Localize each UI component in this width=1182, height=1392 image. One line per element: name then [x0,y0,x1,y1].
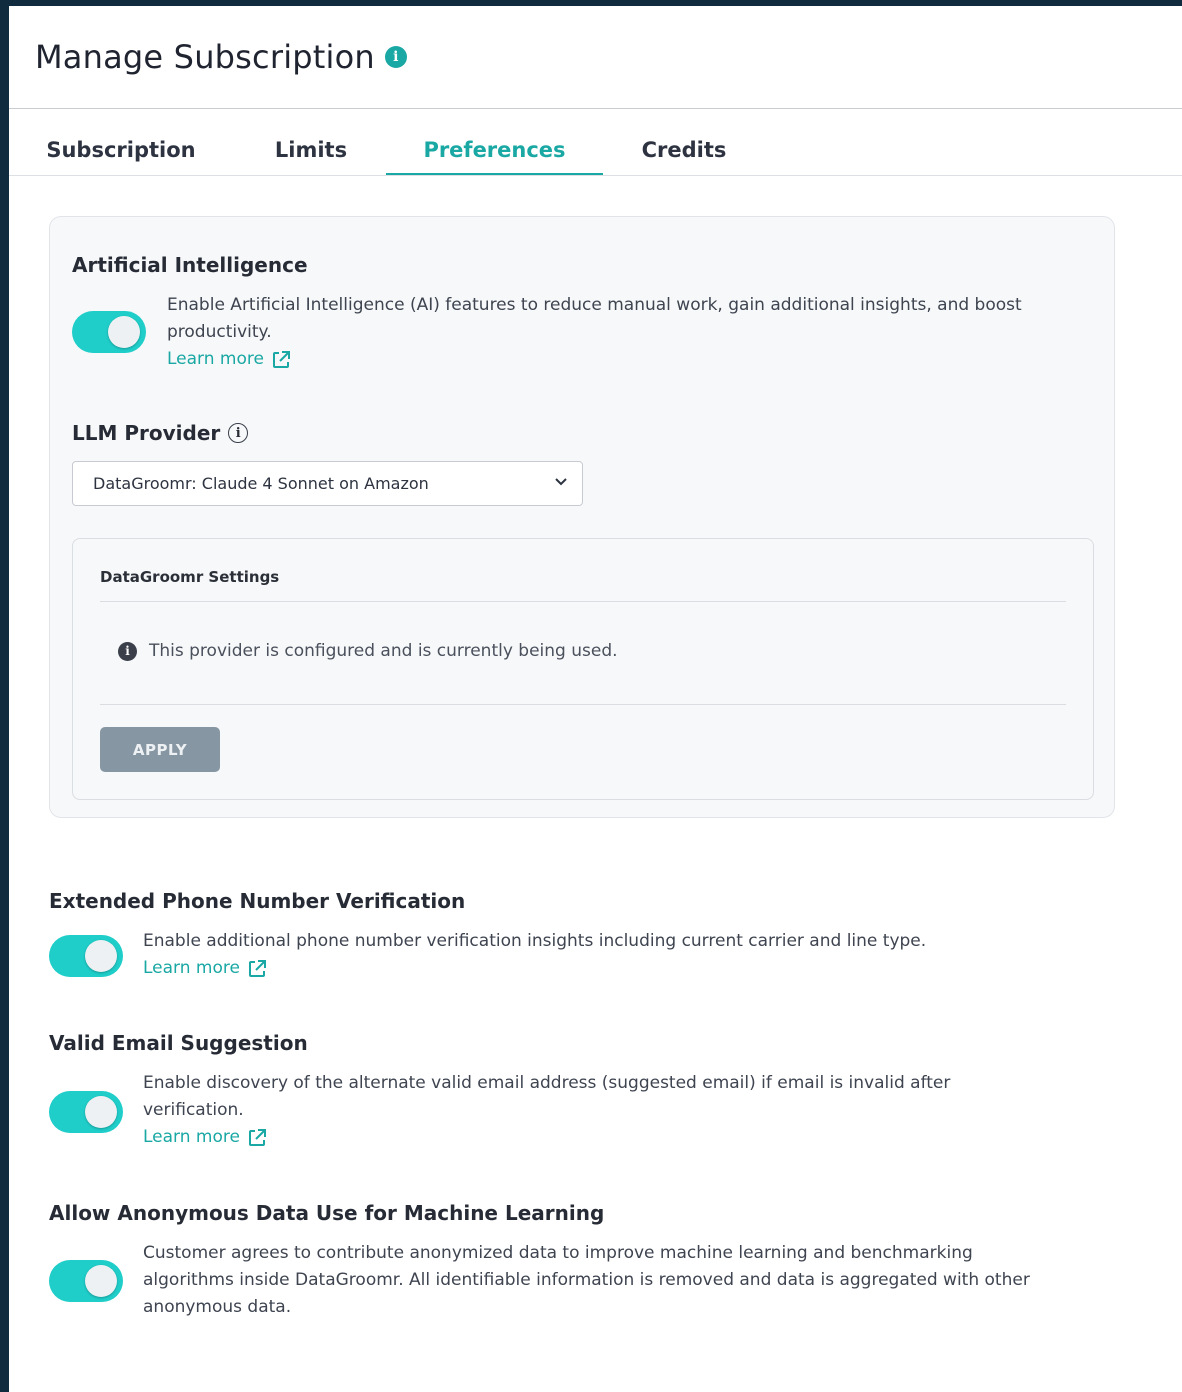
phone-section-title: Extended Phone Number Verification [49,889,466,913]
llm-provider-label-text: LLM Provider [72,421,221,445]
email-description-block [143,1070,1023,1151]
tab-limits[interactable]: Limits [274,138,348,162]
ml-toggle[interactable] [49,1260,123,1302]
llm-provider-label [72,421,248,445]
llm-provider-value: DataGroomr: Claude 4 Sonnet on Amazon [93,474,429,493]
info-outline-icon[interactable]: i [228,423,248,443]
toggle-knob [85,1096,117,1128]
tab-bar [9,109,1182,176]
toggle-knob [85,1265,117,1297]
phone-description: Enable additional phone number verification insights including current carrier and line type. [143,931,927,951]
learn-more-label: Learn more [167,349,264,369]
ml-description-block [143,1240,1043,1321]
external-link-icon [248,960,266,978]
info-icon[interactable]: i [385,46,407,68]
apply-button[interactable]: APPLY [100,727,220,772]
divider [100,704,1066,705]
ml-description: Customer agrees to contribute anonymized data to improve machine learning and benchmarking algorithms inside DataGroomr. All identifiable information is removed and data is aggregated with other anonymous data. [143,1243,1030,1317]
email-description: Enable discovery of the alternate valid email address (suggested email) if email is invalid after verification. [143,1073,951,1120]
page-title-text: Manage Subscription [35,38,375,76]
toggle-knob [85,940,117,972]
tab-subscription[interactable]: Subscription [46,138,196,162]
tab-preferences[interactable]: Preferences [386,109,603,175]
divider [100,601,1066,602]
llm-provider-select[interactable] [72,461,583,506]
learn-more-label: Learn more [143,1127,240,1147]
provider-settings-panel [72,538,1094,800]
toggle-knob [108,316,140,348]
provider-notice [118,641,618,661]
page [9,6,1182,1392]
ai-section-title: Artificial Intelligence [72,253,308,277]
phone-toggle[interactable] [49,935,123,977]
ai-description-block [167,292,1047,373]
ai-card [49,216,1115,818]
tab-credits[interactable]: Credits [641,138,727,162]
external-link-icon [272,351,290,369]
email-toggle[interactable] [49,1091,123,1133]
ai-toggle[interactable] [72,311,146,353]
provider-notice-text: This provider is configured and is currently being used. [149,641,618,661]
header [9,6,1182,109]
phone-description-block [143,928,1043,982]
page-title [35,38,407,76]
learn-more-label: Learn more [143,958,240,978]
phone-learn-more-link[interactable] [143,955,266,982]
ai-description: Enable Artificial Intelligence (AI) features to reduce manual work, gain additional insights, and boost productivity. [167,295,1022,342]
ai-learn-more-link[interactable] [167,346,290,373]
external-link-icon [248,1129,266,1147]
chevron-down-icon [554,475,568,489]
ml-section-title: Allow Anonymous Data Use for Machine Learning [49,1201,605,1225]
email-section-title: Valid Email Suggestion [49,1031,308,1055]
info-icon: i [118,642,137,661]
email-learn-more-link[interactable] [143,1124,266,1151]
provider-settings-title: DataGroomr Settings [100,568,280,586]
